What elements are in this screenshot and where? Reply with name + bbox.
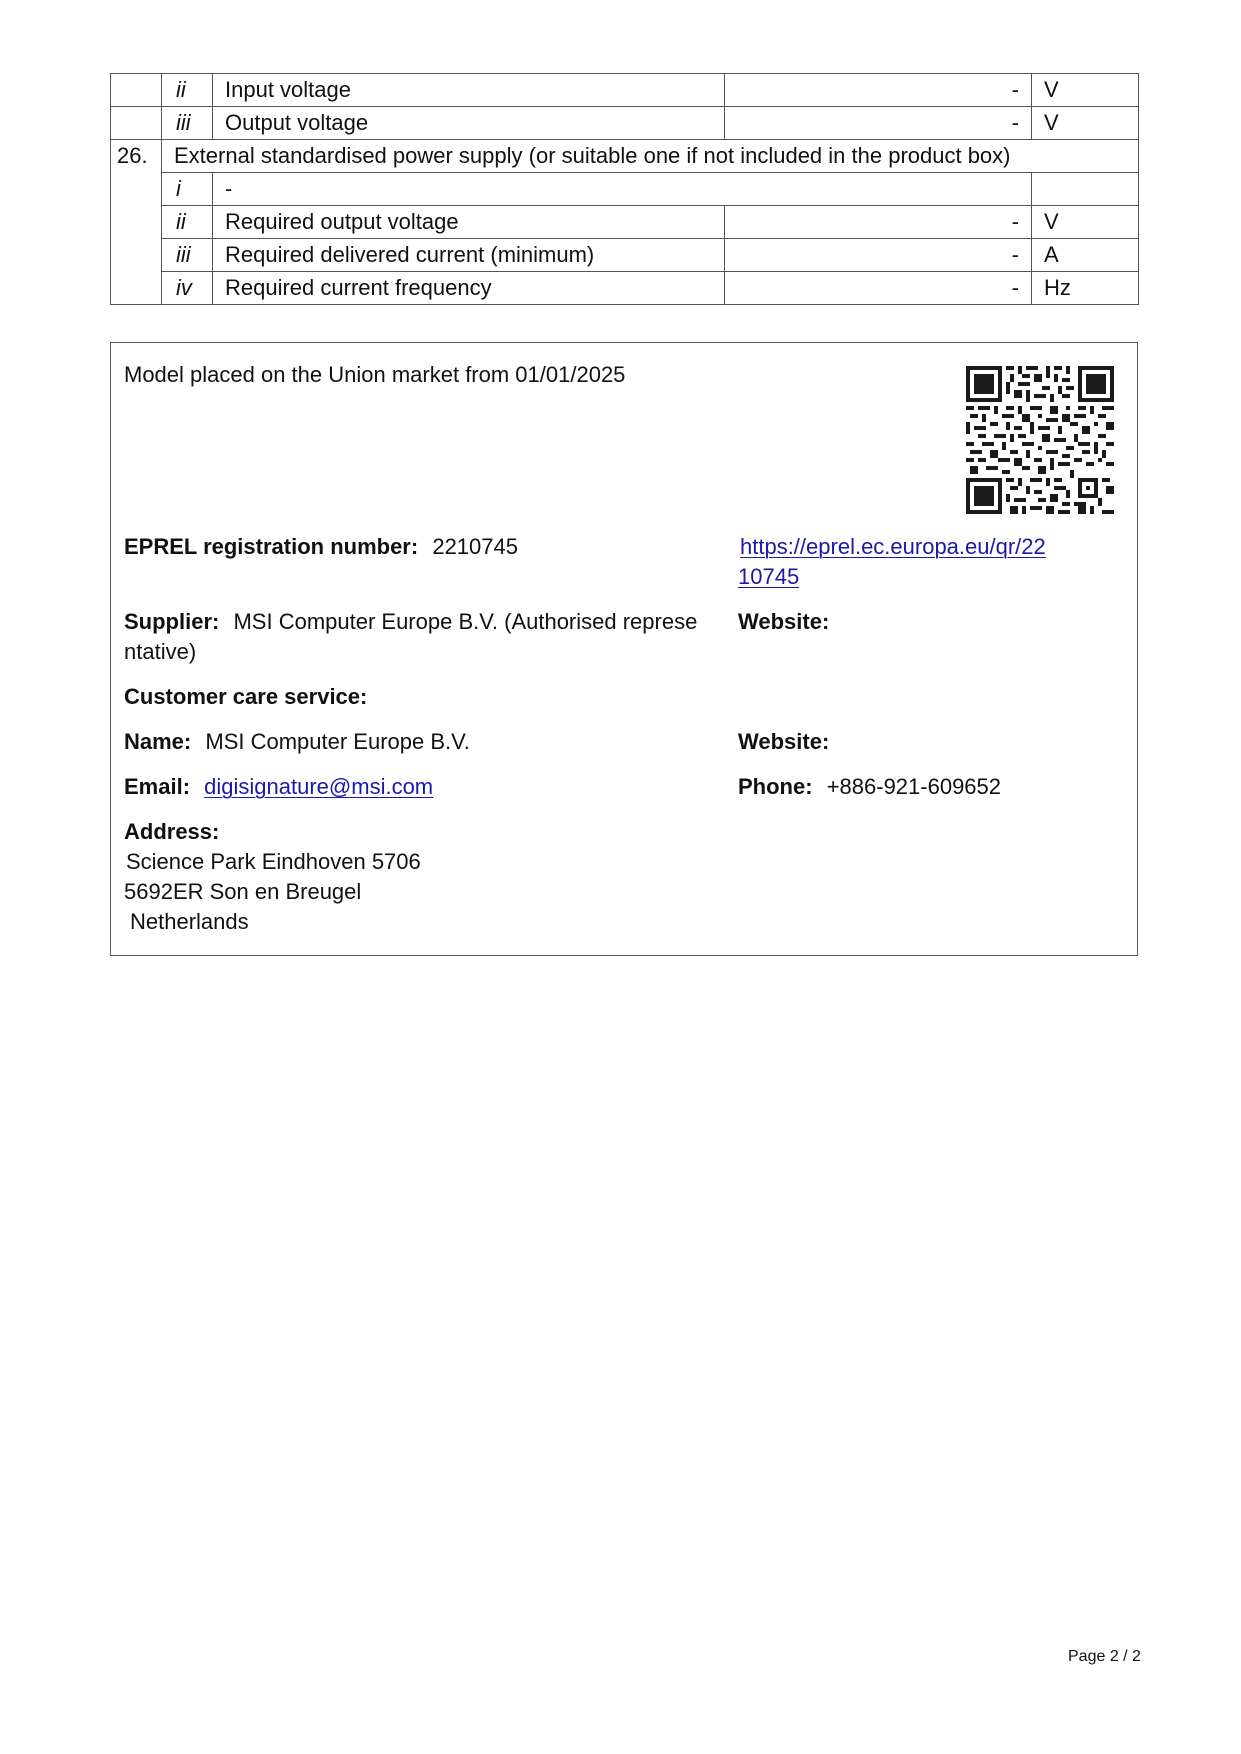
- name-label: Name:: [124, 729, 192, 754]
- table-row: [111, 74, 1139, 107]
- row-value: -: [725, 206, 1032, 239]
- row-value: -: [725, 74, 1032, 107]
- row-label: -: [213, 173, 1032, 206]
- table-row: [111, 107, 1139, 140]
- row-label: Output voltage: [213, 107, 725, 140]
- supplier-value: MSI Computer Europe B.V. (Authorised represe: [233, 609, 698, 634]
- eprel-link-line[interactable]: 10745: [738, 564, 800, 589]
- row-unit: V: [1032, 206, 1139, 239]
- table-row: [111, 140, 1139, 173]
- row-label: Required delivered current (minimum): [213, 239, 725, 272]
- section-number-text: 26.: [117, 143, 148, 168]
- row-value: -: [725, 239, 1032, 272]
- page-number: Page 2 / 2: [1068, 1648, 1141, 1665]
- row-unit: V: [1032, 74, 1139, 107]
- eprel-label: EPREL registration number:: [124, 534, 419, 559]
- sub-index: iv: [162, 272, 213, 305]
- phone-label: Phone:: [738, 774, 813, 799]
- sub-index: ii: [162, 206, 213, 239]
- name-row: [124, 727, 470, 757]
- email-link[interactable]: digisignature@msi.com: [204, 774, 434, 799]
- row-label: Required current frequency: [213, 272, 725, 305]
- phone-row: [738, 772, 1001, 802]
- address-line: 5692ER Son en Breugel: [124, 879, 362, 904]
- eprel-row: [124, 532, 518, 562]
- row-label: Input voltage: [213, 74, 725, 107]
- supplier-row: [124, 607, 697, 667]
- row-label: Required output voltage: [213, 206, 725, 239]
- row-unit: Hz: [1032, 272, 1139, 305]
- email-label: Email:: [124, 774, 191, 799]
- row-value: -: [725, 272, 1032, 305]
- supplier-website-label: Website:: [738, 609, 830, 634]
- qr-code-icon[interactable]: [966, 366, 1114, 514]
- number-cell: [111, 74, 162, 107]
- eprel-link[interactable]: [738, 532, 1046, 592]
- table-row: [111, 239, 1139, 272]
- market-date-text: Model placed on the Union market from 01/01/2025: [124, 362, 626, 387]
- supplier-label: Supplier:: [124, 609, 220, 634]
- section-number: [111, 140, 162, 305]
- table-row: [111, 173, 1139, 206]
- row-unit: V: [1032, 107, 1139, 140]
- address-line: Science Park Eindhoven 5706: [126, 849, 421, 874]
- sub-index: ii: [162, 74, 213, 107]
- table-row: [111, 206, 1139, 239]
- row-unit: [1032, 173, 1139, 206]
- customer-care-heading: Customer care service:: [124, 684, 368, 709]
- row-unit: A: [1032, 239, 1139, 272]
- row-value: -: [725, 107, 1032, 140]
- address-label: Address:: [124, 819, 220, 844]
- table-row: [111, 272, 1139, 305]
- care-website-label: Website:: [738, 729, 830, 754]
- product-info-box: [110, 342, 1138, 956]
- eprel-link-line[interactable]: https://eprel.ec.europa.eu/qr/22: [740, 534, 1046, 559]
- sub-index: iii: [162, 239, 213, 272]
- sub-index: i: [162, 173, 213, 206]
- number-cell: [111, 107, 162, 140]
- supplier-value-cont: ntative): [124, 639, 197, 664]
- address-line: Netherlands: [130, 909, 249, 934]
- spec-table: [110, 73, 1139, 305]
- section-title: External standardised power supply (or suitable one if not included in the product box): [162, 140, 1139, 173]
- phone-value: +886-921-609652: [826, 774, 1002, 799]
- eprel-number: 2210745: [432, 534, 518, 559]
- email-row: [124, 772, 433, 802]
- sub-index: iii: [162, 107, 213, 140]
- address-block: [124, 817, 421, 937]
- name-value: MSI Computer Europe B.V.: [205, 729, 470, 754]
